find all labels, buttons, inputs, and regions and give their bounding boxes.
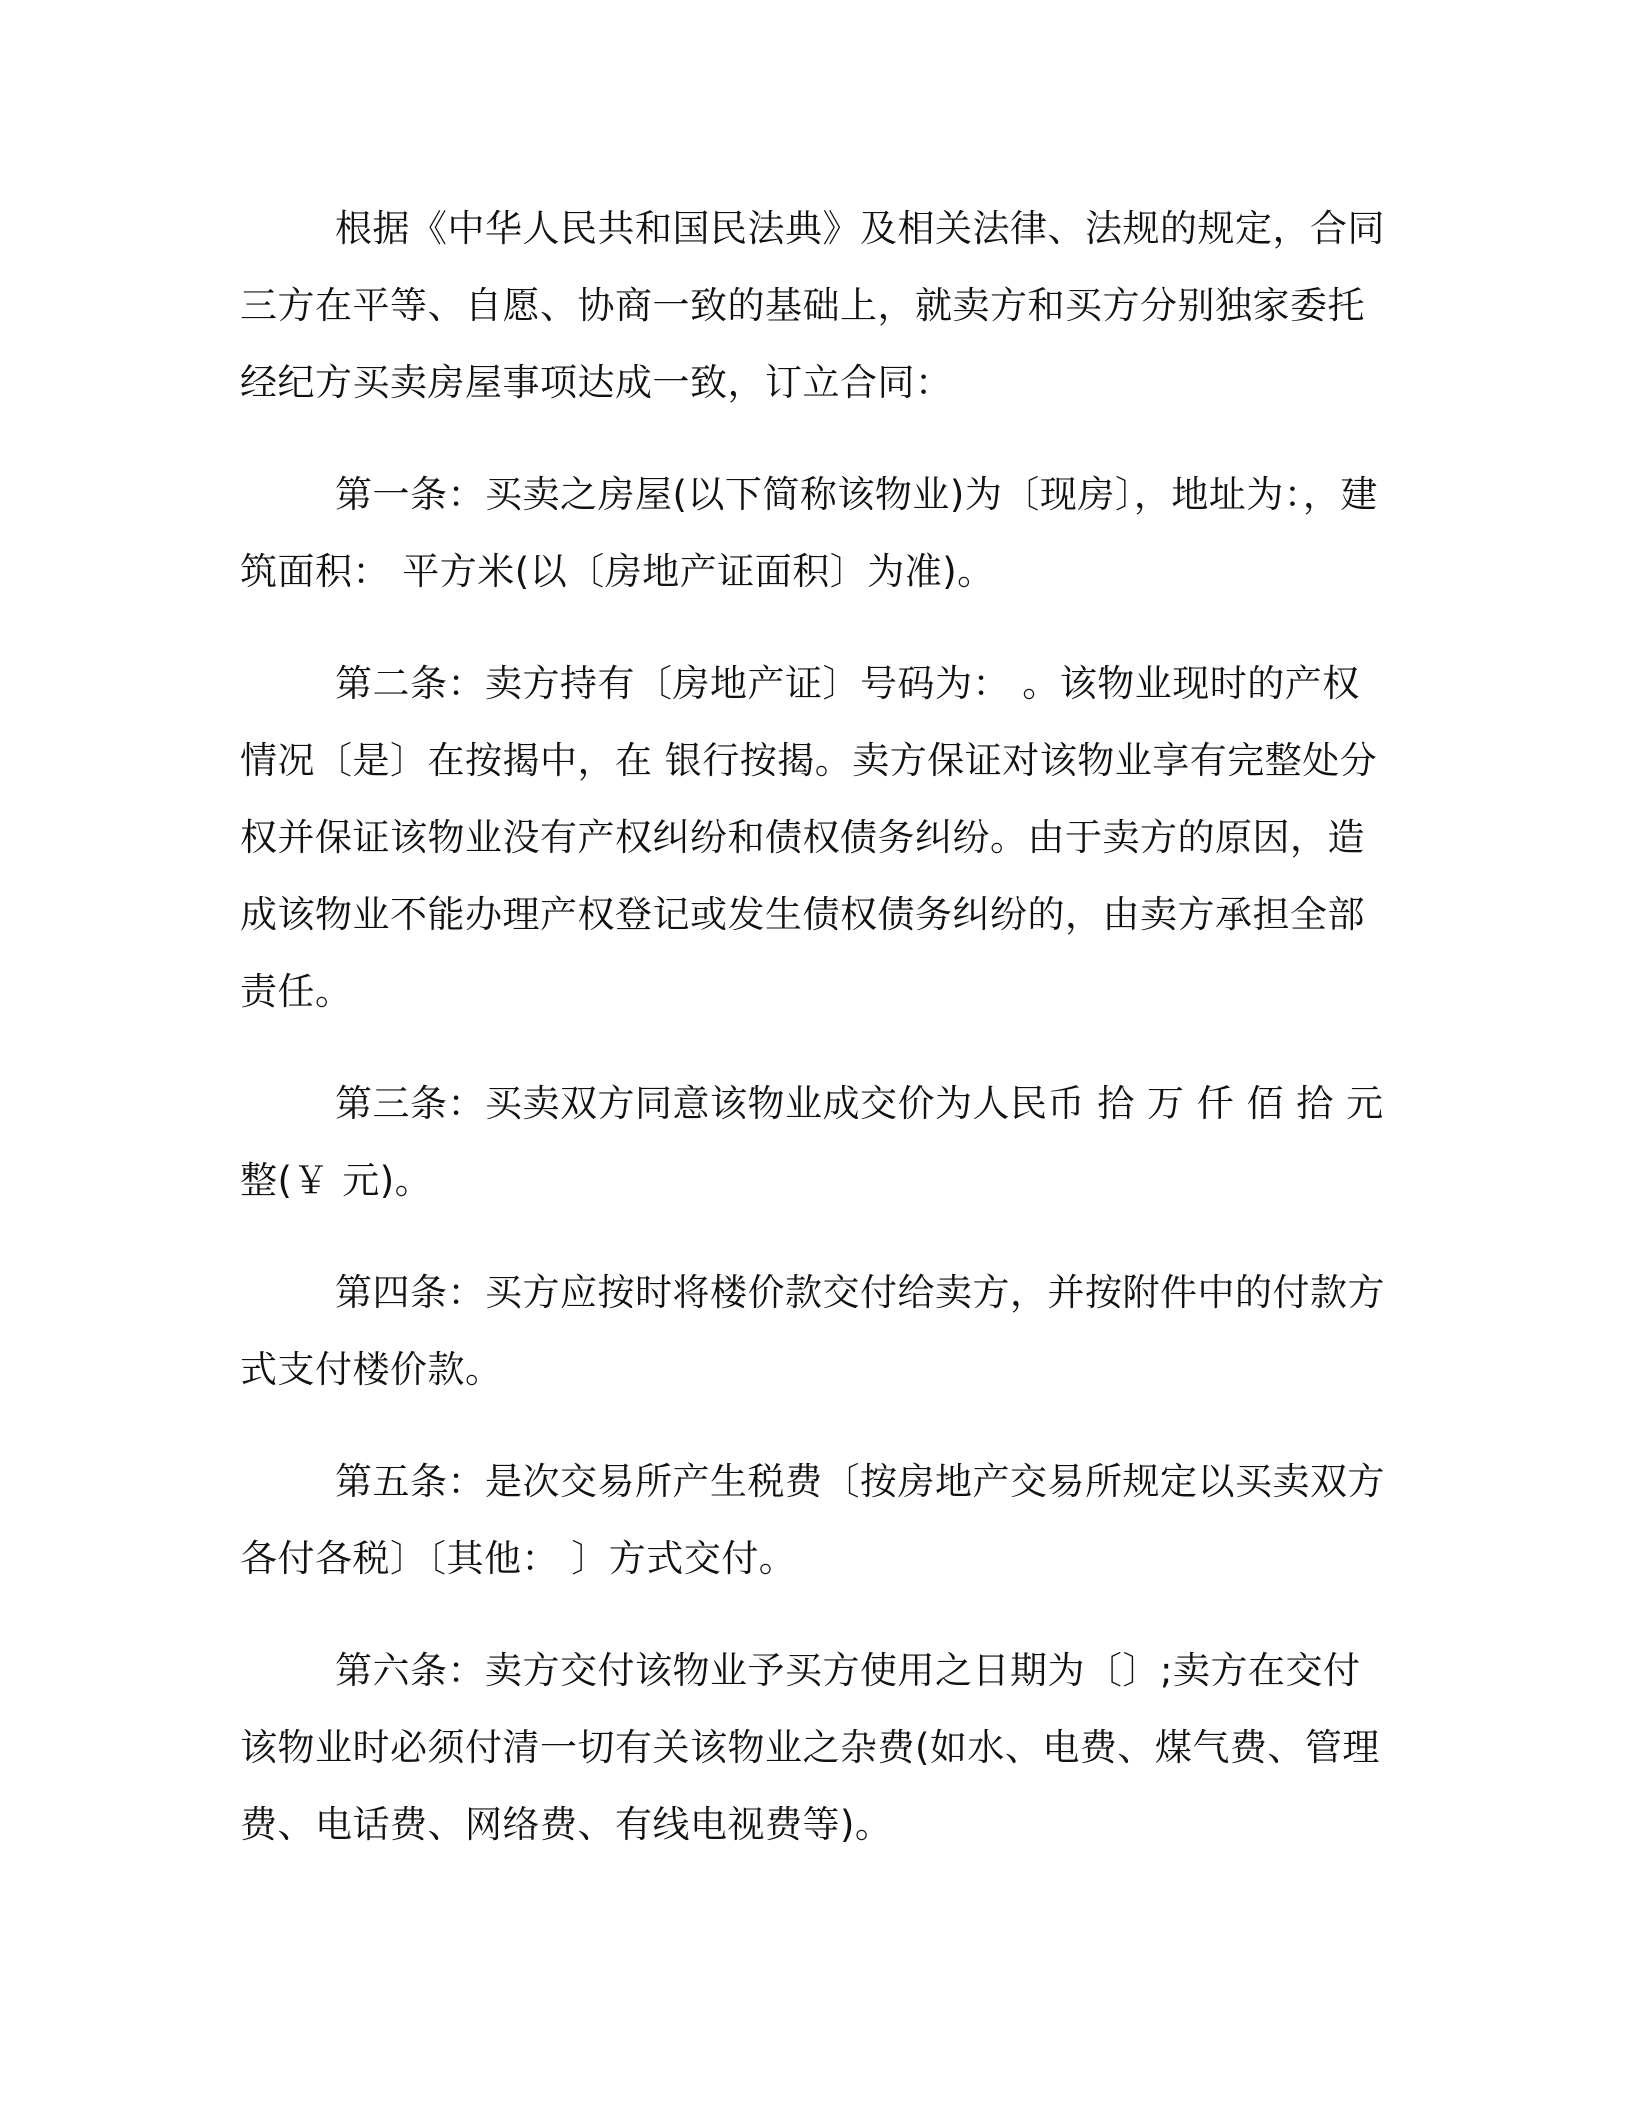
clause-1: 第一条：买卖之房屋(以下简称该物业)为〔现房〕，地址为：，建筑面积： 平方米(以〔房地产证面积〕为准)。 [240, 473, 1378, 593]
clause-4: 第四条：买方应按时将楼价款交付给卖方，并按附件中的付款方式支付楼价款。 [240, 1271, 1385, 1391]
contract-page [240, 190, 1392, 1898]
clause-5: 第五条：是次交易所产生税费〔按房地产交易所规定以买卖双方各付各税〕〔其他： 〕方式交付。 [240, 1460, 1385, 1580]
clause-2: 第二条：卖方持有〔房地产证〕号码为： 。该物业现时的产权情况〔是〕在按揭中，在 银行按揭。卖方保证对该物业享有完整处分权并保证该物业没有产权纠纷和债权债务纠纷。由于卖方的原因，造成该物业不能办理产权登记或发生债权债务纠纷的，由卖方承担全部责任。 [240, 662, 1378, 1013]
clause-6: 第六条：卖方交付该物业予买方使用之日期为〔〕;卖方在交付该物业时必须付清一切有关该物业之杂费(如水、电费、煤气费、管理费、电话费、网络费、有线电视费等)。 [240, 1649, 1380, 1846]
contract-preamble: 根据《中华人民共和国民法典》及相关法律、法规的规定，合同三方在平等、自愿、协商一致的基础上，就卖方和买方分别独家委托经纪方买卖房屋事项达成一致，订立合同： [240, 207, 1385, 404]
clause-3: 第三条：买卖双方同意该物业成交价为人民币 拾 万 仟 佰 拾 元整(￥ 元)。 [240, 1082, 1384, 1202]
